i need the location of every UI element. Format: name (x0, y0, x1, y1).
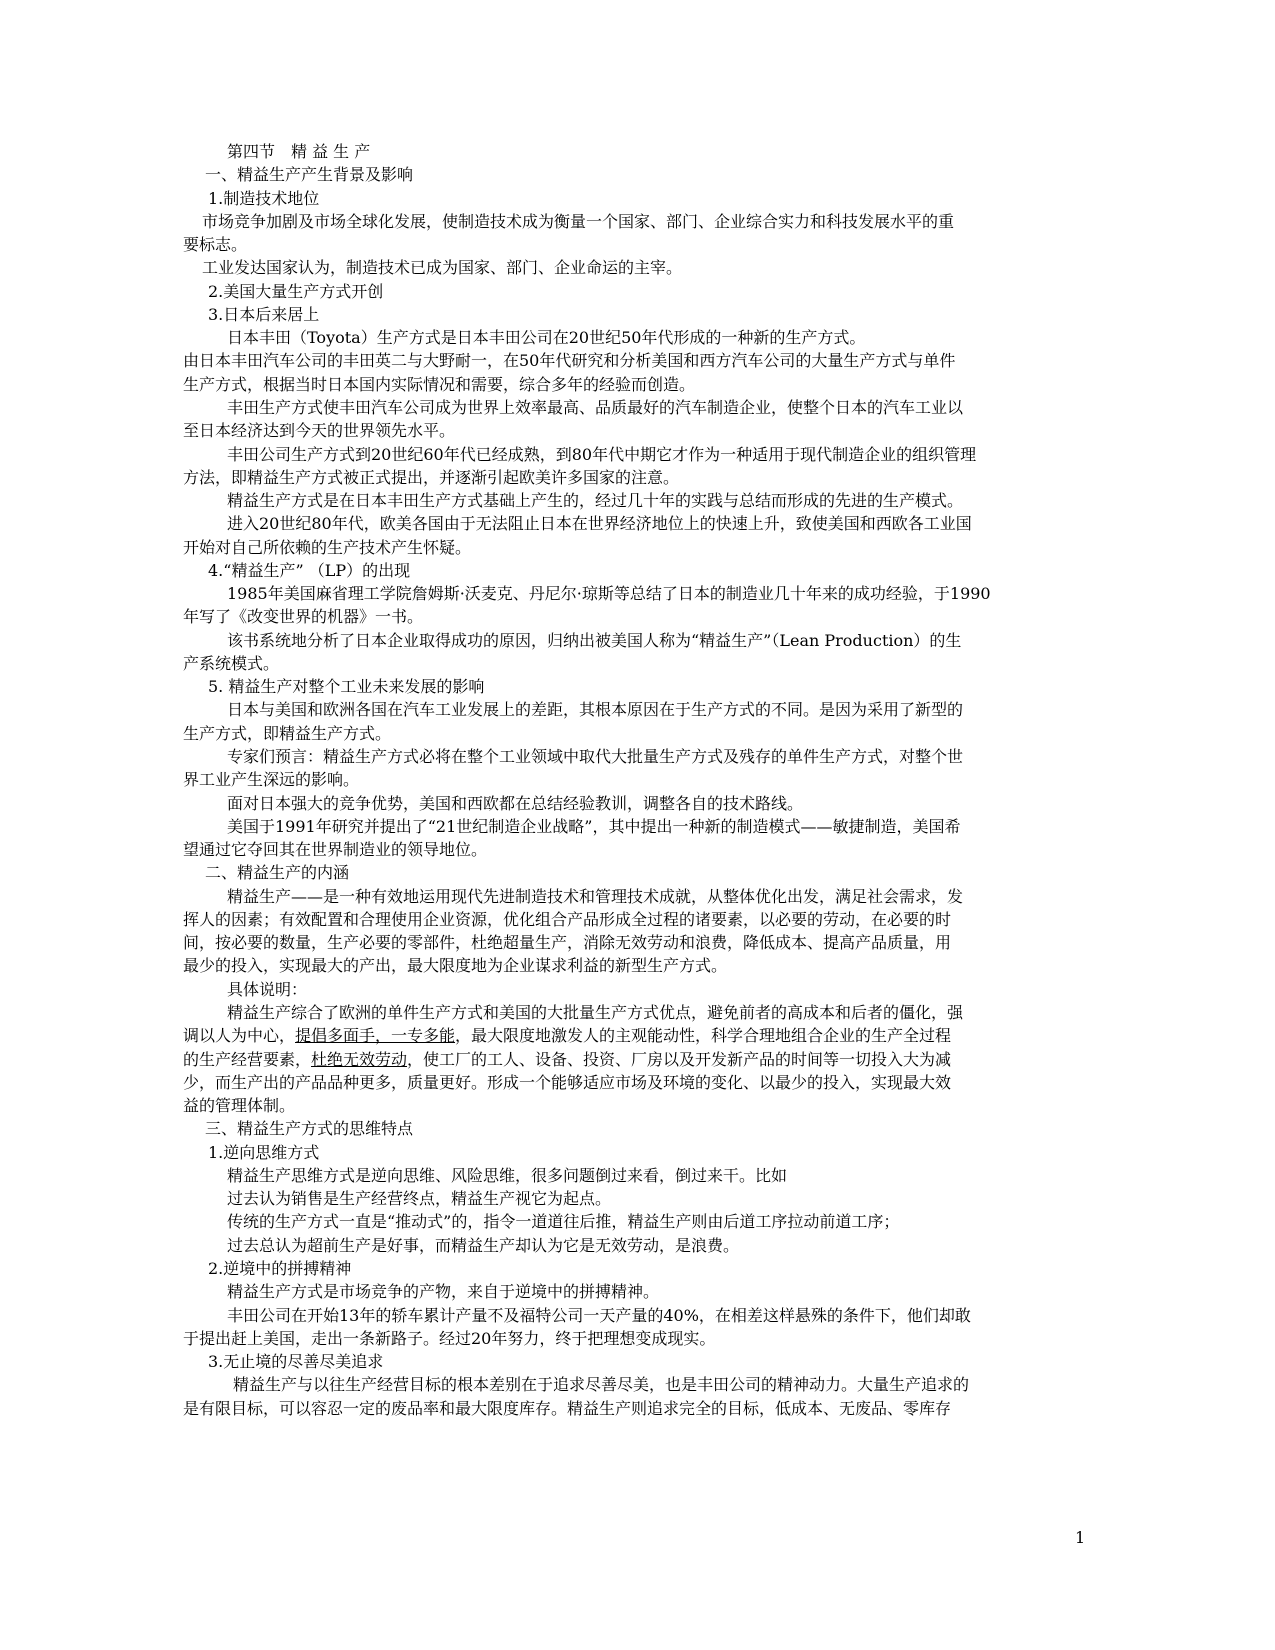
line-text: 传统的生产方式一直是“推动式”的，指令一道道往后推，精益生产则由后道工序拉动前道工序； (227, 1212, 900, 1231)
line-text: 方法，即精益生产方式被正式提出，并逐渐引起欧美许多国家的注意。 (183, 468, 680, 487)
text-line (183, 815, 1127, 839)
line-text: 2.美国大量生产方式开创 (208, 282, 384, 301)
text-line (183, 536, 1083, 560)
line-text: 最少的投入，实现最大的产出，最大限度地为企业谋求利益的新型生产方式。 (183, 956, 728, 975)
line-text: 丰田公司在开始13年的轿车累计产量不及福特公司一天产量的40%，在相差这样悬殊的条件下，他们却敢 (227, 1306, 971, 1325)
line-text: 界工业产生深远的影响。 (183, 770, 360, 789)
line-text: 一、精益生产产生背景及影响 (205, 165, 414, 184)
line-text: 要标志。 (183, 235, 248, 254)
text-line (183, 931, 1083, 955)
page-number: 1 (1075, 1528, 1086, 1547)
line-text: 由日本丰田汽车公司的丰田英二与大野耐一，在50年代研究和分析美国和西方汽车公司的大量生产方式与单件 (183, 351, 956, 370)
line-text: 专家们预言：精益生产方式必将在整个工业领域中取代大批量生产方式及残存的单件生产方式，对整个世 (227, 747, 964, 766)
line-text: 丰田生产方式使丰田汽车公司成为世界上效率最高、品质最好的汽车制造企业，使整个日本的汽车工业以 (227, 398, 964, 417)
text-line (183, 745, 1127, 769)
text-line (183, 1210, 1127, 1234)
text-line (183, 629, 1127, 653)
line-text: 市场竞争加剧及市场全球化发展，使制造技术成为衡量一个国家、部门、企业综合实力和科技发展水平的重 (202, 212, 955, 231)
text-line (183, 954, 1083, 978)
line-text: 是有限目标，可以容忍一定的废品率和最大限度库存。精益生产则追求完全的目标，低成本、无废品、零库存 (183, 1399, 952, 1418)
text-line (183, 512, 1127, 536)
text-line (183, 1304, 1127, 1328)
text-line (183, 861, 1105, 885)
text-line (183, 792, 1127, 816)
line-text: 二、精益生产的内涵 (205, 863, 350, 882)
text-line (183, 885, 1127, 909)
text-line (183, 838, 1083, 862)
text-line (183, 559, 1108, 583)
line-text: 日本与美国和欧洲各国在汽车工业发展上的差距，其根本原因在于生产方式的不同。是因为采用了新型的 (227, 700, 964, 719)
text-line (183, 326, 1127, 350)
text-line (183, 1094, 1083, 1118)
line-text: 三、精益生产方式的思维特点 (205, 1119, 414, 1138)
line-text: 第四节 精 益 生 产 (227, 142, 371, 161)
text-line (183, 698, 1127, 722)
line-text: 望通过它夺回其在世界制造业的领导地位。 (183, 840, 488, 859)
line-text: 的生产经营要素， (183, 1050, 312, 1069)
text-line (183, 349, 1083, 373)
underlined-text: 提倡多面手，一专多能 (295, 1026, 456, 1045)
text-line (183, 280, 1108, 304)
text-line (183, 722, 1083, 746)
text-line (183, 466, 1083, 490)
text-line (183, 140, 1127, 164)
text-line (183, 1257, 1108, 1281)
line-text: 1.制造技术地位 (208, 189, 320, 208)
line-text: 产系统模式。 (183, 654, 280, 673)
text-line (183, 582, 1127, 606)
line-text: 具体说明： (227, 980, 308, 999)
line-text: 1985年美国麻省理工学院詹姆斯·沃麦克、丹尼尔·琼斯等总结了日本的制造业几十年来的成功经验，于1990 (227, 584, 991, 603)
text-line (183, 187, 1108, 211)
line-text: 3.日本后来居上 (208, 305, 320, 324)
underlined-text: 杜绝无效劳动 (311, 1050, 408, 1069)
line-text: 丰田公司生产方式到20世纪60年代已经成熟，到80年代中期它才作为一种适用于现代制造企业的组织管理 (227, 445, 977, 464)
line-text: 精益生产方式是市场竞争的产物，来自于逆境中的拼搏精神。 (227, 1282, 660, 1301)
line-text: 2.逆境中的拼搏精神 (208, 1259, 352, 1278)
line-text: 年写了《改变世界的机器》一书。 (183, 607, 424, 626)
line-text: 面对日本强大的竞争优势，美国和西欧都在总结经验教训，调整各自的技术路线。 (227, 794, 804, 813)
text-line (183, 419, 1083, 443)
text-line (183, 1350, 1108, 1374)
line-text: 过去总认为超前生产是好事，而精益生产却认为它是无效劳动，是浪费。 (227, 1236, 740, 1255)
line-text: 日本丰田（Toyota）生产方式是日本丰田公司在20世纪50年代形成的一种新的生产方式。 (227, 328, 866, 347)
line-text: 该书系统地分析了日本企业取得成功的原因，归纳出被美国人称为“精益生产”（Lean Production）的生 (227, 631, 962, 650)
text-line (183, 978, 1127, 1002)
line-text: 精益生产与以往生产经营目标的根本差别在于追求尽善尽美，也是丰田公司的精神动力。大量生产追求的 (233, 1375, 970, 1394)
text-line (183, 256, 1102, 280)
text-line (183, 233, 1083, 257)
text-line (183, 1048, 1083, 1072)
text-line (183, 1001, 1127, 1025)
text-line (183, 303, 1108, 327)
line-text: 生产方式，即精益生产方式。 (183, 724, 392, 743)
text-line (183, 443, 1127, 467)
line-text: 4.“精益生产” （LP）的出现 (208, 561, 411, 580)
line-text: 美国于1991年研究并提出了“21世纪制造企业战略”，其中提出一种新的制造模式——敏捷制造，美国希 (227, 817, 961, 836)
text-line (183, 1141, 1108, 1165)
line-text: 至日本经济达到今天的世界领先水平。 (183, 421, 456, 440)
line-text: 过去认为销售是生产经营终点，精益生产视它为起点。 (227, 1189, 612, 1208)
text-line (183, 1397, 1083, 1421)
text-line (183, 1117, 1105, 1141)
line-text: 进入20世纪80年代，欧美各国由于无法阻止日本在世界经济地位上的快速上升，致使美国和西欧各工业国 (227, 514, 972, 533)
line-text: 精益生产方式是在日本丰田生产方式基础上产生的，经过几十年的实践与总结而形成的先进的生产模式。 (227, 491, 964, 510)
text-line (183, 1327, 1083, 1351)
line-text: 5. 精益生产对整个工业未来发展的影响 (208, 677, 485, 696)
line-text: 工业发达国家认为，制造技术已成为国家、部门、企业命运的主宰。 (202, 258, 683, 277)
line-text: 少，而生产出的产品品种更多，质量更好。形成一个能够适应市场及环境的变化、以最少的投入，实现最大效 (183, 1073, 952, 1092)
line-text: 于提出赶上美国，走出一条新路子。经过20年努力，终于把理想变成现实。 (183, 1329, 716, 1348)
text-line (183, 675, 1108, 699)
text-line (183, 1024, 1083, 1048)
text-line (183, 768, 1083, 792)
text-line (183, 1234, 1127, 1258)
text-line (183, 489, 1127, 513)
line-text: 益的管理体制。 (183, 1096, 296, 1115)
text-line (183, 1164, 1127, 1188)
text-line (183, 1071, 1083, 1095)
line-text: ，使工厂的工人、设备、投资、厂房以及开发新产品的时间等一切投入大为减 (407, 1050, 952, 1069)
line-text: 精益生产思维方式是逆向思维、风险思维，很多问题倒过来看，倒过来干。比如 (227, 1166, 788, 1185)
line-text: 间，按必要的数量，生产必要的零部件，杜绝超量生产，消除无效劳动和浪费，降低成本、提高产品质量，用 (183, 933, 952, 952)
line-text: ，最大限度地激发人的主观能动性，科学合理地组合企业的生产全过程 (455, 1026, 952, 1045)
line-text: 挥人的因素；有效配置和合理使用企业资源，优化组合产品形成全过程的诸要素，以必要的劳动，在必要的时 (183, 910, 952, 929)
text-line (183, 1187, 1127, 1211)
text-line (183, 1280, 1127, 1304)
text-line (183, 1373, 1133, 1397)
text-line (183, 652, 1083, 676)
line-text: 精益生产——是一种有效地运用现代先进制造技术和管理技术成就，从整体优化出发，满足社会需求，发 (227, 887, 964, 906)
text-line (183, 605, 1083, 629)
line-text: 精益生产综合了欧洲的单件生产方式和美国的大批量生产方式优点，避免前者的高成本和后者的僵化，强 (227, 1003, 964, 1022)
line-text: 3.无止境的尽善尽美追求 (208, 1352, 384, 1371)
text-line (183, 396, 1127, 420)
text-line (183, 210, 1102, 234)
text-line (183, 908, 1083, 932)
text-line (183, 373, 1083, 397)
line-text: 开始对自己所依赖的生产技术产生怀疑。 (183, 538, 472, 557)
line-text: 调以人为中心， (183, 1026, 296, 1045)
line-text: 1.逆向思维方式 (208, 1143, 320, 1162)
line-text: 生产方式，根据当时日本国内实际情况和需要，综合多年的经验而创造。 (183, 375, 696, 394)
text-line (183, 163, 1105, 187)
